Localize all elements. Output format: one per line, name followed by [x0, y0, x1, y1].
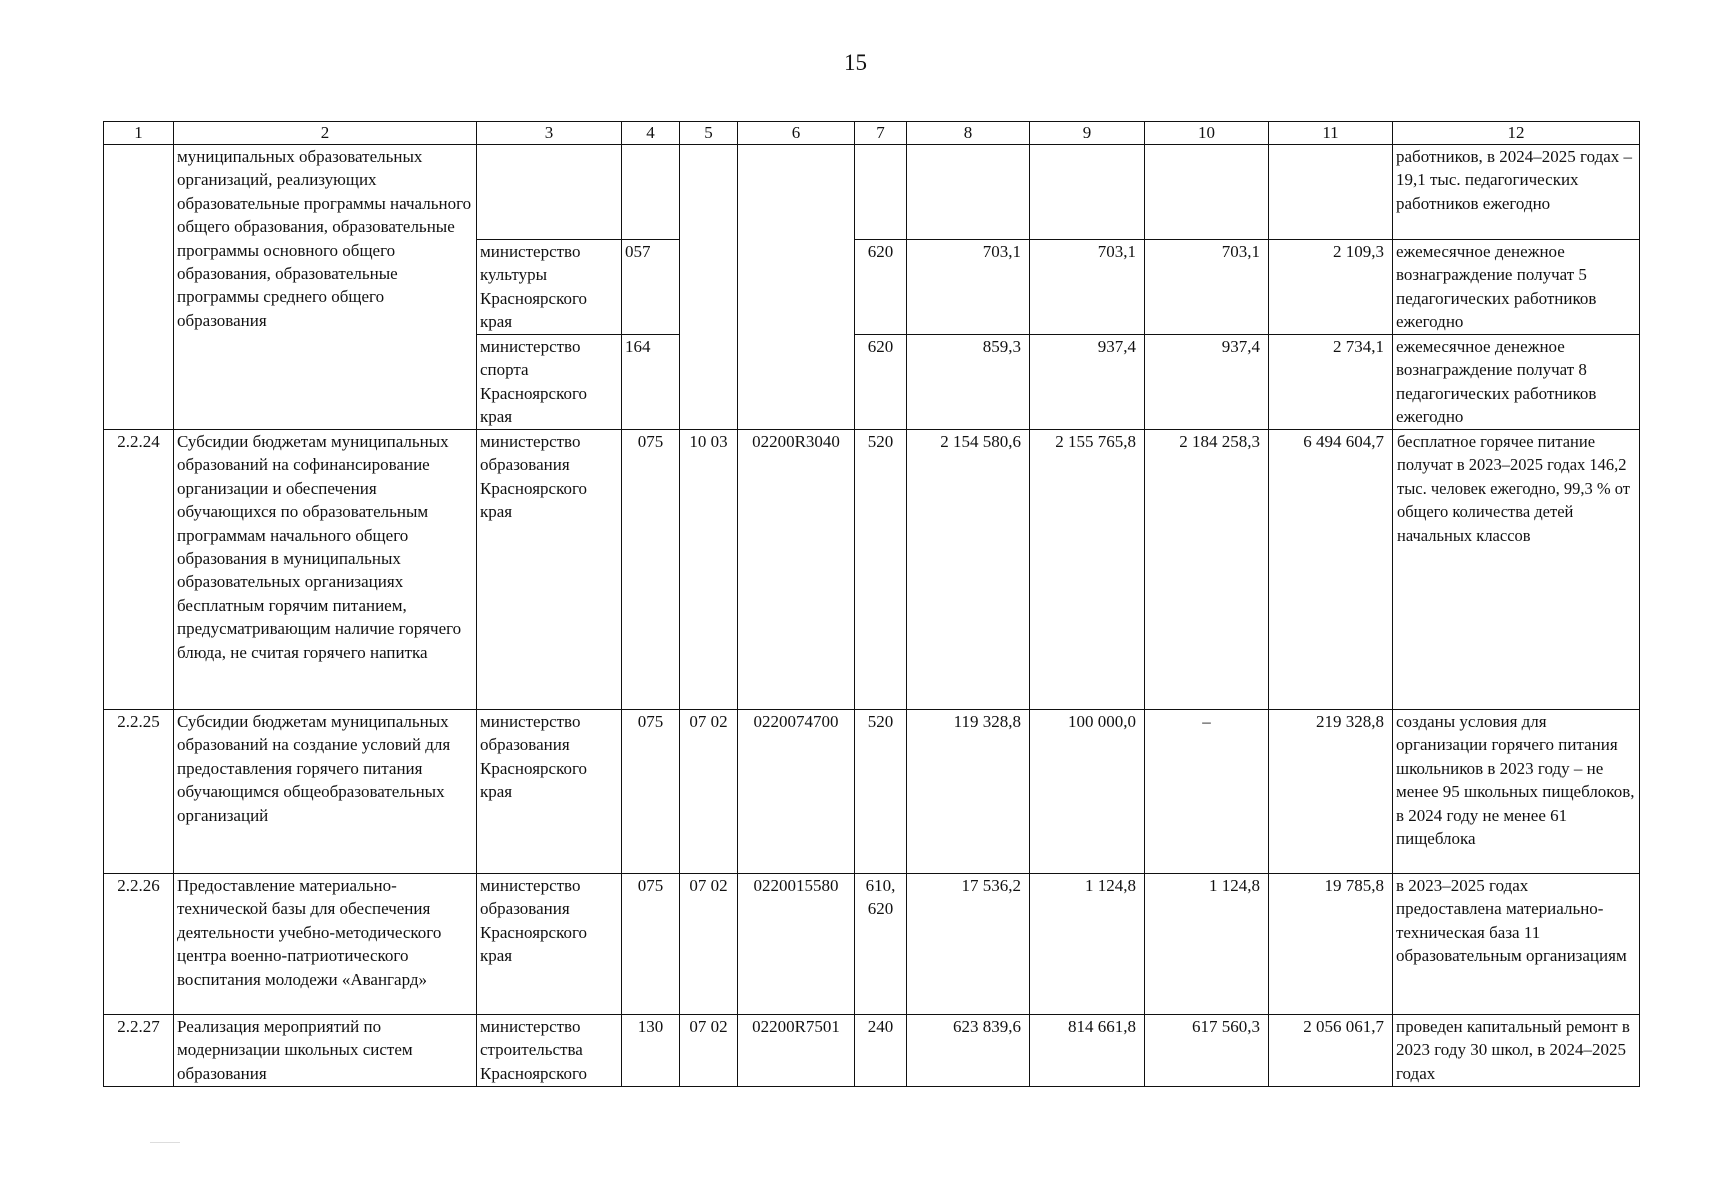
cell-total: 6 494 604,7 — [1269, 430, 1393, 710]
cell-name: муниципальных образовательных организаций, реализующих образовательные программы начального общего образования, образовательные программы основного общего образования, образовательные программы среднего общего образования — [174, 145, 477, 430]
cell-result: бесплатное горячее питание получат в 2023–2025 годах 146,2 тыс. человек ежегодно, 99,3 % от общего количества детей начальных классов — [1393, 430, 1640, 710]
cell-total: 2 734,1 — [1269, 335, 1393, 430]
cell-name: Предоставление материально-технической базы для обеспечения деятельности учебно-методического центра военно-патриотического воспитания молодежи «Авангард» — [174, 874, 477, 1015]
cell-num: 2.2.27 — [104, 1015, 174, 1087]
cell-csr: 02200R3040 — [738, 430, 855, 710]
cell-grbs: 075 — [622, 710, 680, 874]
cell-grbs: 130 — [622, 1015, 680, 1087]
cell-vr: 620 — [855, 240, 907, 335]
cell-executor: министерство культуры Красноярского края — [477, 240, 622, 335]
cell-2025: – — [1145, 710, 1269, 874]
cell-rzpr: 10 03 — [680, 430, 738, 710]
cell-2024: 937,4 — [1030, 335, 1145, 430]
cell-2025: 703,1 — [1145, 240, 1269, 335]
cell-csr: 02200R7501 — [738, 1015, 855, 1087]
cell-2023: 623 839,6 — [907, 1015, 1030, 1087]
col-header: 6 — [738, 122, 855, 145]
cell-rzpr: 07 02 — [680, 710, 738, 874]
cell-num — [104, 145, 174, 430]
cell-executor — [477, 145, 622, 240]
cell-result: ежемесячное денежное вознаграждение получат 5 педагогических работников ежегодно — [1393, 240, 1640, 335]
cell-csr: 0220074700 — [738, 710, 855, 874]
cell-2023: 703,1 — [907, 240, 1030, 335]
cell-2023: 119 328,8 — [907, 710, 1030, 874]
cell-2024 — [1030, 145, 1145, 240]
cell-csr — [738, 145, 855, 430]
cell-executor: министерство строительства Красноярского — [477, 1015, 622, 1087]
cell-executor: министерство образования Красноярского края — [477, 430, 622, 710]
cell-name: Субсидии бюджетам муниципальных образований на создание условий для предоставления горячего питания обучающимся общеобразовательных организаций — [174, 710, 477, 874]
cell-vr — [855, 145, 907, 240]
budget-table — [103, 121, 1640, 1087]
cell-2025: 617 560,3 — [1145, 1015, 1269, 1087]
cell-total: 2 056 061,7 — [1269, 1015, 1393, 1087]
cell-total: 2 109,3 — [1269, 240, 1393, 335]
cell-rzpr — [680, 145, 738, 430]
cell-2024: 1 124,8 — [1030, 874, 1145, 1015]
cell-vr: 520 — [855, 710, 907, 874]
col-header: 3 — [477, 122, 622, 145]
cell-2023: 2 154 580,6 — [907, 430, 1030, 710]
col-header: 9 — [1030, 122, 1145, 145]
cell-result: работников, в 2024–2025 годах – 19,1 тыс. педагогических работников ежегодно — [1393, 145, 1640, 240]
cell-2025 — [1145, 145, 1269, 240]
cell-name: Реализация мероприятий по модернизации школьных систем образования — [174, 1015, 477, 1087]
col-header: 10 — [1145, 122, 1269, 145]
cell-2024: 814 661,8 — [1030, 1015, 1145, 1087]
cell-rzpr: 07 02 — [680, 1015, 738, 1087]
col-header: 8 — [907, 122, 1030, 145]
cell-2023 — [907, 145, 1030, 240]
cell-num: 2.2.26 — [104, 874, 174, 1015]
cell-grbs — [622, 145, 680, 240]
col-header: 7 — [855, 122, 907, 145]
cell-grbs: 075 — [622, 430, 680, 710]
cell-total: 219 328,8 — [1269, 710, 1393, 874]
cell-2024: 2 155 765,8 — [1030, 430, 1145, 710]
cell-result: ежемесячное денежное вознаграждение получат 8 педагогических работников ежегодно — [1393, 335, 1640, 430]
cell-2023: 17 536,2 — [907, 874, 1030, 1015]
col-header: 11 — [1269, 122, 1393, 145]
page-number: 15 — [844, 50, 867, 75]
table-row — [104, 710, 1640, 874]
cell-rzpr: 07 02 — [680, 874, 738, 1015]
col-header: 2 — [174, 122, 477, 145]
cell-vr: 240 — [855, 1015, 907, 1087]
cell-result: созданы условия для организации горячего питания школьников в 2023 году – не менее 95 школьных пищеблоков, в 2024 году не менее 61 пищеблока — [1393, 710, 1640, 874]
col-header: 1 — [104, 122, 174, 145]
cell-executor: министерство образования Красноярского края — [477, 874, 622, 1015]
cell-2025: 937,4 — [1145, 335, 1269, 430]
table-row — [104, 145, 1640, 240]
cell-result: проведен капитальный ремонт в 2023 году 30 школ, в 2024–2025 годах — [1393, 1015, 1640, 1087]
cell-csr: 0220015580 — [738, 874, 855, 1015]
cell-2024: 100 000,0 — [1030, 710, 1145, 874]
cell-grbs: 057 — [622, 240, 680, 335]
col-header: 4 — [622, 122, 680, 145]
cell-name: Субсидии бюджетам муниципальных образований на софинансирование организации и обеспечения обучающихся по образовательным программам начального общего образования в муниципальных образовательных организациях бесплатным горячим питанием, предусматривающим наличие горячего блюда, не считая горячего напитка — [174, 430, 477, 710]
cell-vr: 620 — [855, 335, 907, 430]
cell-total: 19 785,8 — [1269, 874, 1393, 1015]
cell-grbs: 164 — [622, 335, 680, 430]
scan-mark — [150, 1142, 180, 1143]
table-row — [104, 430, 1640, 710]
table-row — [104, 1015, 1640, 1087]
cell-2025: 1 124,8 — [1145, 874, 1269, 1015]
cell-grbs: 075 — [622, 874, 680, 1015]
table-row — [104, 874, 1640, 1015]
col-header: 5 — [680, 122, 738, 145]
cell-executor: министерство образования Красноярского края — [477, 710, 622, 874]
cell-vr: 520 — [855, 430, 907, 710]
col-header: 12 — [1393, 122, 1640, 145]
cell-result: в 2023–2025 годах предоставлена материально-техническая база 11 образовательным организациям — [1393, 874, 1640, 1015]
cell-2024: 703,1 — [1030, 240, 1145, 335]
cell-total — [1269, 145, 1393, 240]
cell-num: 2.2.25 — [104, 710, 174, 874]
cell-num: 2.2.24 — [104, 430, 174, 710]
cell-2023: 859,3 — [907, 335, 1030, 430]
cell-executor: министерство спорта Красноярского края — [477, 335, 622, 430]
cell-vr: 610, 620 — [855, 874, 907, 1015]
column-header-row — [104, 122, 1640, 145]
cell-2025: 2 184 258,3 — [1145, 430, 1269, 710]
